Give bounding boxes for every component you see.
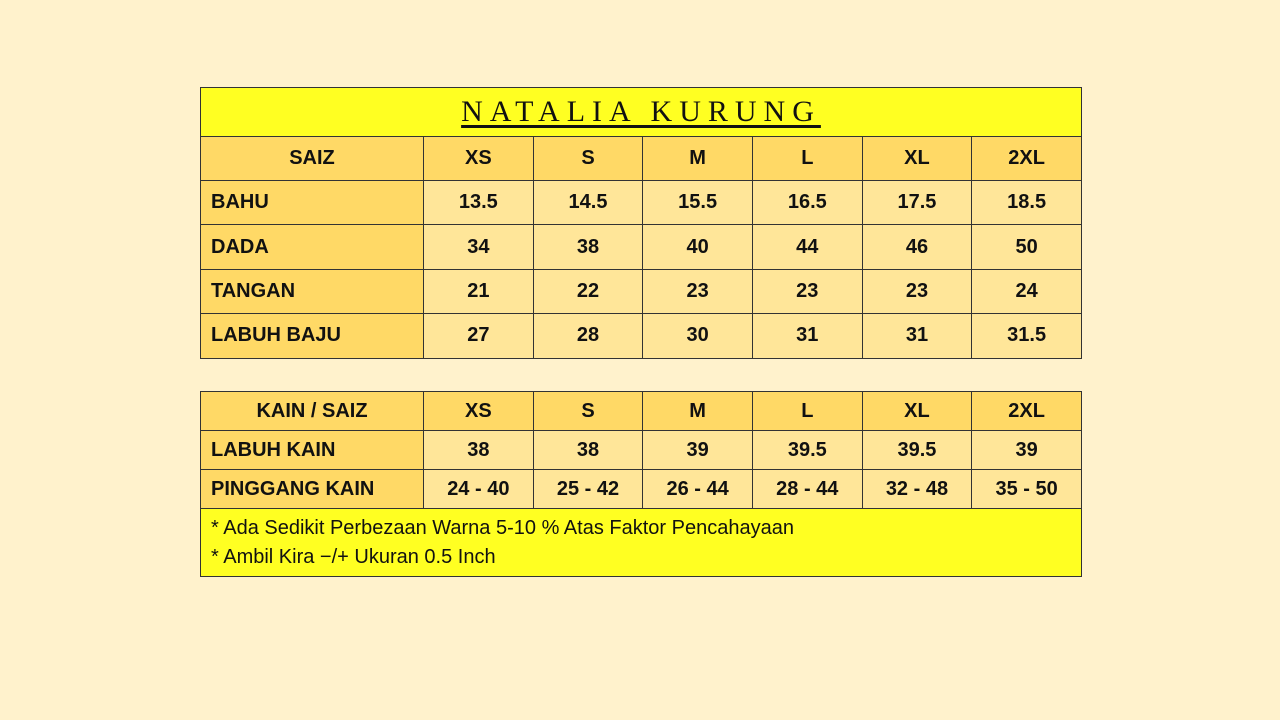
table-cell: 31.5	[972, 314, 1082, 358]
row-label: BAHU	[201, 181, 424, 225]
table-cell: 40	[643, 225, 753, 269]
table-cell: 27	[424, 314, 534, 358]
table-cell: 13.5	[424, 181, 534, 225]
table-cell: 39.5	[862, 431, 972, 470]
kain-header-2xl: 2XL	[972, 392, 1082, 431]
table-cell: 38	[533, 431, 643, 470]
notes-row	[201, 509, 1082, 577]
kain-header-row	[201, 392, 1082, 431]
table-row-labuh-kain	[201, 431, 1082, 470]
table-row-tangan	[201, 269, 1082, 313]
table-cell: 28	[533, 314, 643, 358]
size-header-xl: XL	[862, 137, 972, 181]
table-cell: 32 - 48	[862, 470, 972, 509]
row-label: TANGAN	[201, 269, 424, 313]
size-header-2xl: 2XL	[972, 137, 1082, 181]
table-cell: 23	[643, 269, 753, 313]
table-cell: 38	[533, 225, 643, 269]
size-header-xs: XS	[424, 137, 534, 181]
page-title: NATALIA KURUNG	[461, 95, 821, 128]
table-cell: 31	[862, 314, 972, 358]
table-row-bahu	[201, 181, 1082, 225]
note-measurement-tolerance: * Ambil Kira −/+ Ukuran 0.5 Inch	[211, 545, 496, 568]
size-header-s: S	[533, 137, 643, 181]
row-label: DADA	[201, 225, 424, 269]
table-cell: 24 - 40	[424, 470, 534, 509]
kain-header-xl: XL	[862, 392, 972, 431]
size-header-l: L	[752, 137, 862, 181]
table-cell: 25 - 42	[533, 470, 643, 509]
note-color-difference: * Ada Sedikit Perbezaan Warna 5-10 % Atas Faktor Pencahayaan	[211, 516, 794, 539]
table-cell: 44	[752, 225, 862, 269]
table-cell: 26 - 44	[643, 470, 753, 509]
row-label: LABUH BAJU	[201, 314, 424, 358]
title-row	[201, 88, 1082, 137]
size-header-label: SAIZ	[201, 137, 424, 181]
row-label: LABUH KAIN	[201, 431, 424, 470]
table-cell: 23	[752, 269, 862, 313]
table-cell: 30	[643, 314, 753, 358]
kain-size-table	[200, 391, 1082, 577]
size-header-m: M	[643, 137, 753, 181]
table-cell: 22	[533, 269, 643, 313]
kain-header-s: S	[533, 392, 643, 431]
table-cell: 50	[972, 225, 1082, 269]
table-cell: 31	[752, 314, 862, 358]
table-cell: 14.5	[533, 181, 643, 225]
table-cell: 39.5	[752, 431, 862, 470]
table-cell: 39	[972, 431, 1082, 470]
table-cell: 17.5	[862, 181, 972, 225]
row-label: PINGGANG KAIN	[201, 470, 424, 509]
table-cell: 18.5	[972, 181, 1082, 225]
kain-header-m: M	[643, 392, 753, 431]
table-row-dada	[201, 225, 1082, 269]
table-row-labuh-baju	[201, 314, 1082, 358]
size-chart-table	[200, 87, 1082, 359]
table-cell: 34	[424, 225, 534, 269]
table-cell: 23	[862, 269, 972, 313]
kain-header-xs: XS	[424, 392, 534, 431]
size-header-row	[201, 137, 1082, 181]
table-cell: 24	[972, 269, 1082, 313]
kain-header-l: L	[752, 392, 862, 431]
table-cell: 28 - 44	[752, 470, 862, 509]
notes-cell	[201, 509, 1082, 577]
title-cell	[201, 88, 1082, 137]
table-cell: 35 - 50	[972, 470, 1082, 509]
table-cell: 39	[643, 431, 753, 470]
table-cell: 21	[424, 269, 534, 313]
table-cell: 16.5	[752, 181, 862, 225]
kain-header-label: KAIN / SAIZ	[201, 392, 424, 431]
table-cell: 46	[862, 225, 972, 269]
table-row-pinggang-kain	[201, 470, 1082, 509]
table-cell: 38	[424, 431, 534, 470]
table-cell: 15.5	[643, 181, 753, 225]
